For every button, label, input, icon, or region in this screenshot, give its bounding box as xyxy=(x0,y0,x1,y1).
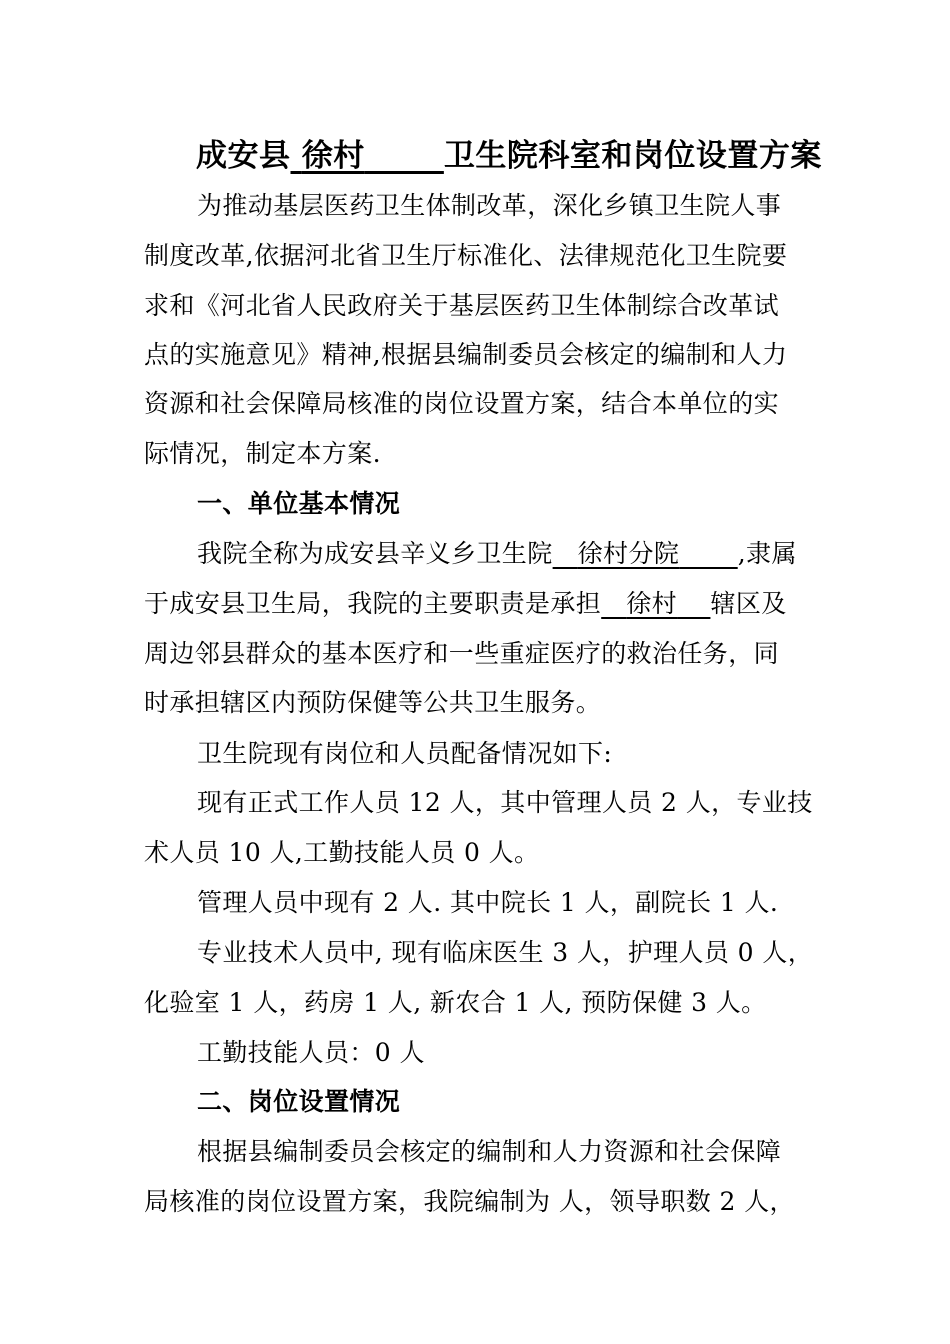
title-suffix: 卫生院科室和岗位设置方案 xyxy=(443,138,822,174)
branch-name-blank: 徐村分院 xyxy=(577,539,680,568)
intro-line-2: 制度改革,依据河北省卫生厅标准化、法律规范化卫生院要 xyxy=(144,241,788,270)
section1-p3-line-1: 现有正式工作人员 12 人，其中管理人员 2 人，专业技 xyxy=(197,788,813,817)
section1-heading: 一、单位基本情况 xyxy=(197,489,401,518)
intro-line-3: 求和《河北省人民政府关于基层医药卫生体制综合改革试 xyxy=(144,291,780,320)
section1-p1-line-4: 时承担辖区内预防保健等公共卫生服务。 xyxy=(144,688,602,717)
intro-line-5: 资源和社会保障局核准的岗位设置方案，结合本单位的实 xyxy=(144,389,780,418)
area-name-blank: 徐村 xyxy=(626,589,678,618)
section1-p4: 管理人员中现有 2 人. 其中院长 1 人，副院长 1 人. xyxy=(197,888,779,917)
title-prefix: 成安县 xyxy=(196,138,291,174)
section1-p5-line-1: 专业技术人员中, 现有临床医生 3 人，护理人员 0 人， xyxy=(197,938,814,967)
section2-heading: 二、岗位设置情况 xyxy=(197,1087,401,1116)
document-title xyxy=(196,130,822,175)
intro-line-6: 际情况，制定本方案. xyxy=(144,439,381,468)
section2-p1-line-1: 根据县编制委员会核定的编制和人力资源和社会保障 xyxy=(197,1137,782,1166)
section2-p1-line-2: 局核准的岗位设置方案，我院编制为 人，领导职数 2 人， xyxy=(144,1187,795,1216)
section1-p5-line-2: 化验室 1 人，药房 1 人, 新农合 1 人, 预防保健 3 人。 xyxy=(144,988,767,1017)
section1-p2: 卫生院现有岗位和人员配备情况如下: xyxy=(197,739,613,768)
intro-line-4: 点的实施意见》精神,根据县编制委员会核定的编制和人力 xyxy=(144,340,788,369)
title-village-blank: 徐村 xyxy=(301,138,365,174)
intro-line-1: 为推动基层医药卫生体制改革，深化乡镇卫生院人事 xyxy=(197,191,782,220)
section1-p1-line-1: 我院全称为成安县辛义乡卫生院 徐村分院 ,隶属 xyxy=(197,539,797,568)
section1-p1-line-2: 于成安县卫生局，我院的主要职责是承担 徐村 辖区及 xyxy=(144,589,787,618)
section1-p1-line-3: 周边邻县群众的基本医疗和一些重症医疗的救治任务，同 xyxy=(144,639,780,668)
section1-p3-line-2: 术人员 10 人,工勤技能人员 0 人。 xyxy=(144,838,540,867)
section1-p6: 工勤技能人员：0 人 xyxy=(197,1038,425,1067)
